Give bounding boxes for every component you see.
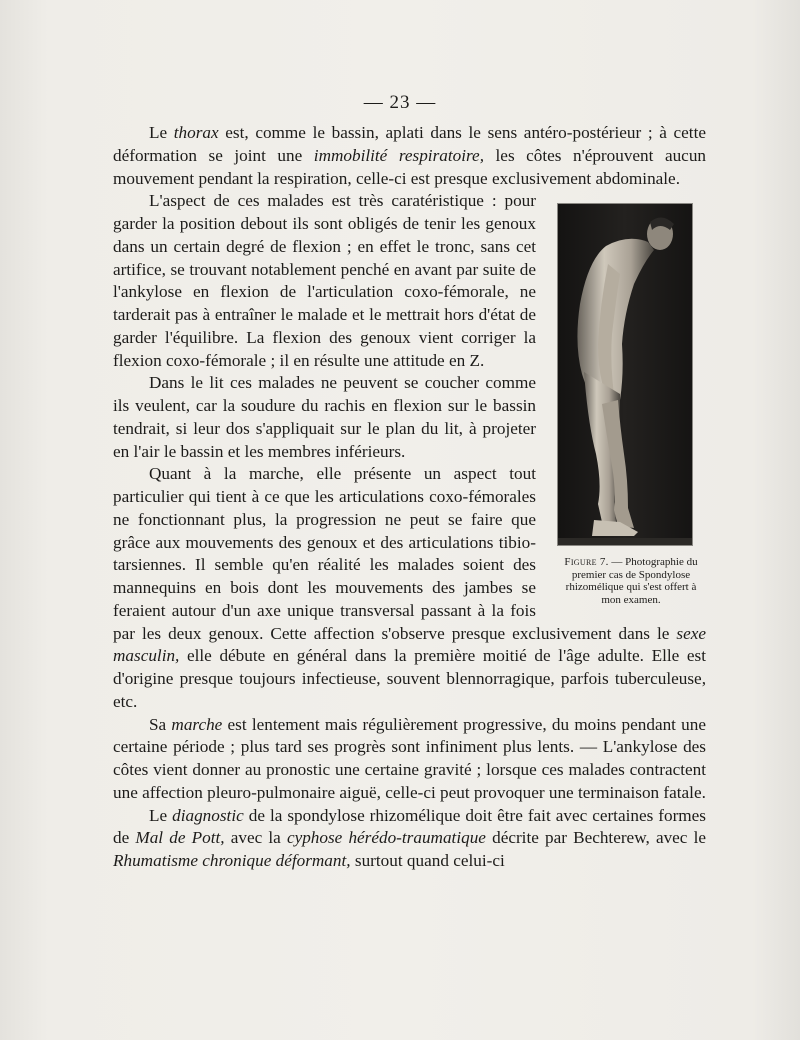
patient-figure-illustration [558, 204, 692, 545]
text-run: Le [149, 805, 173, 825]
text-run: est lentement mais régulièrement progressive, du moins pendant une certaine période ; plus tard ses progrès sont infiniment plus lents. — L'ankylose des côtes vient donner au pronostic une certaine gravité ; lorsque ces malades contractent une affection pleuro-pulmonaire aiguë, celle-ci peut provoquer une terminaison fatale. [113, 714, 706, 802]
italic-text: diagnostic [172, 805, 244, 825]
italic-text: thorax [173, 123, 219, 142]
figure [556, 203, 706, 606]
body-text [113, 122, 706, 873]
paragraph [113, 805, 706, 873]
page-number: — 23 — [363, 92, 437, 113]
text-run: elle débute en général dans la première moitié de l'âge adulte. Elle est d'origine presque toujours infectieuse, souvent blennorragique, parfois tuberculeuse, etc. [113, 646, 706, 711]
paragraph [113, 714, 706, 805]
italic-text: marche [171, 714, 223, 734]
text-run: de la spondylose rhizomélique doit être fait avec certaines formes de [113, 805, 706, 848]
text-run: décrite par Bechterew, avec le [485, 828, 706, 848]
text-run: Quant à la marche, elle présente un aspect tout particulier qui tient à ce que les articulations coxo-fémorales ne fonctionnant plus, la progression ne peut se faire que grâce aux mouvements des genoux et des articulations tibio-tarsiennes. Il semble qu'en réalité les malades soient des mannequins en bois dont les mouvements des jambes se feraient autour d'un axe unique transversal passant à la fois par les deux genoux. Cette affection s'observe presque exclusivement dans le [113, 464, 677, 643]
paragraph [113, 122, 706, 190]
text-run: Le [149, 123, 174, 142]
italic-text: Rhumatisme chronique déformant, [113, 851, 351, 870]
text-run: Sa [149, 714, 172, 734]
figure-caption-text: — Photographie du premier cas de Spondylose rhizomélique qui s'est offert à mon examen. [565, 556, 698, 607]
italic-text: sexe masculin, [113, 623, 706, 666]
patient-photograph [557, 203, 693, 546]
italic-text: cyphose hérédo-traumatique [286, 828, 486, 848]
text-run: est, comme le bassin, aplati dans le sens antéro-postérieur ; à cette déformation se joint une [113, 123, 706, 165]
italic-text: Mal de Pott, [135, 828, 225, 848]
text-run: L'aspect de ces malades est très caratéristique : pour garder la position debout ils sont obligés de tenir les genoux dans un certain degré de flexion ; en effet le tronc, sans cet artifice, se trouvant notablement penché en avant par suite de l'ankylose en flexion de l'articulation coxo-fémorale, ne tarderait pas à entraîner le malade et le mettrait hors d'état de garder l'équilibre. La flexion des genoux vient corriger la flexion coxo-fémorale ; il en résulte une attitude en Z. [113, 191, 536, 370]
text-run: surtout quand celui-ci [350, 851, 505, 870]
text-run: Dans le lit ces malades ne peuvent se coucher comme ils veulent, car la soudure du rachis en flexion sur le bassin tendrait, si leur dos s'appliquait sur le plan du lit, à projeter en l'air le bassin et les membres inférieurs. [113, 373, 536, 461]
figure-label: Figure 7. [564, 556, 609, 569]
text-run: avec la [224, 828, 287, 848]
text-run: les côtes n'éprouvent aucun mouvement pendant la respiration, celle-ci est presque exclusivement abdominale. [113, 145, 707, 188]
figure-caption [556, 556, 706, 606]
italic-text: immobilité respiratoire, [313, 145, 484, 165]
